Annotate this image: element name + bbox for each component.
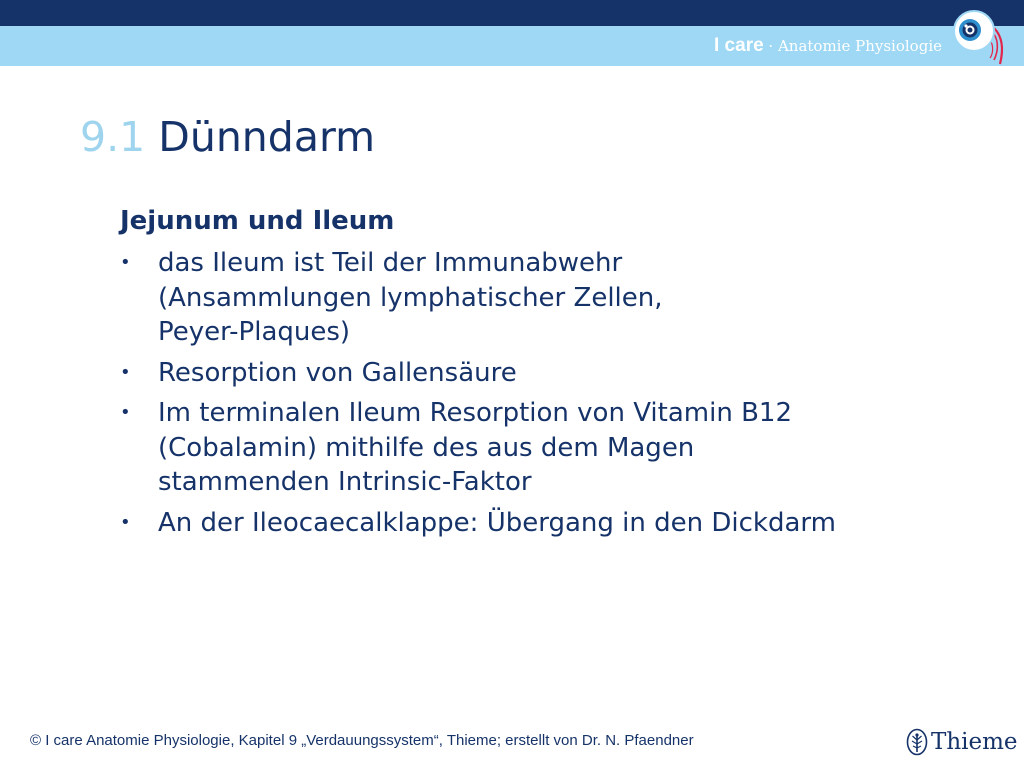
section-number: 9.1 [80, 113, 146, 161]
publisher-name: Thieme [931, 729, 1018, 755]
bullet-icon: • [120, 361, 131, 383]
title-text: Dünndarm [158, 113, 376, 161]
footer-copyright: © I care Anatomie Physiologie, Kapitel 9 „Verdauungssystem“, Thieme; erstellt von Dr. N. Pfaendner [30, 732, 694, 749]
slide-title [80, 112, 375, 162]
bullet-icon: • [120, 402, 131, 423]
bullet-text: Im terminalen Ileum Resorption von Vitamin B12 (Cobalamin) mithilfe des aus dem Magen stammenden Intrinsic-Faktor [158, 398, 792, 497]
brand-sub: Anatomie Physiologie [777, 37, 942, 55]
bullet-item [120, 506, 940, 541]
bullet-icon: • [120, 252, 131, 273]
bullet-item [120, 356, 940, 391]
brand-separator: · [763, 37, 778, 55]
bullet-text: das Ileum ist Teil der Immunabwehr (Ansammlungen lymphatischer Zellen, Peyer-Plaques) [158, 248, 663, 347]
bullet-icon: • [120, 511, 131, 533]
header-top-band [0, 0, 1024, 26]
bullet-item [120, 396, 940, 500]
bullet-item [120, 246, 940, 350]
brand-main: I care [714, 35, 764, 56]
thieme-logo [906, 727, 1018, 757]
tree-emblem-icon [906, 728, 928, 756]
bullet-text: An der Ileocaecalklappe: Übergang in den Dickdarm [158, 507, 836, 538]
eye-icon [950, 6, 1012, 68]
bullet-list [120, 246, 940, 546]
brand-label [714, 35, 942, 57]
bullet-text: Resorption von Gallensäure [158, 357, 517, 388]
subheading: Jejunum und Ileum [120, 206, 395, 236]
